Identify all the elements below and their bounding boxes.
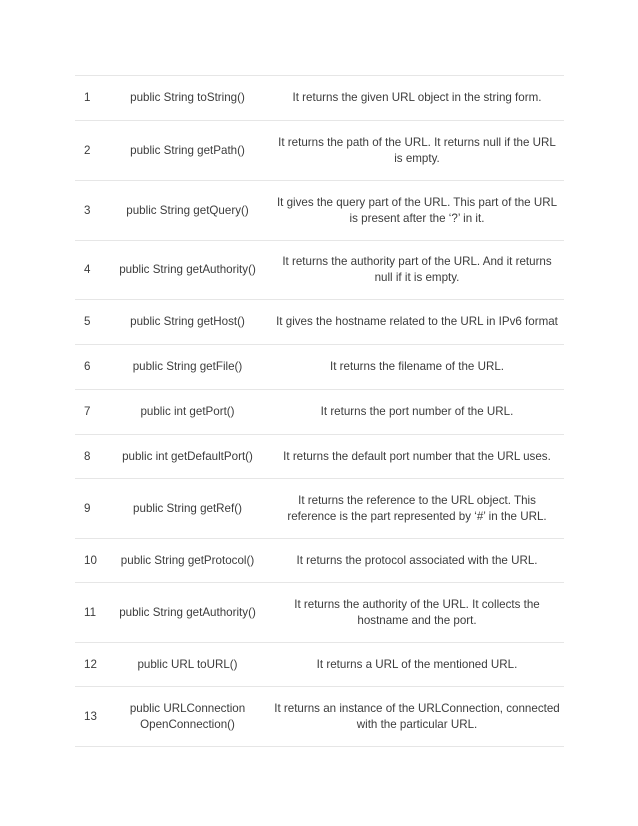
table-row: [75, 434, 564, 478]
method-description: It returns the reference to the URL object. This reference is the part represented by ‘#’ in the URL.: [287, 493, 547, 523]
url-methods-table: [75, 75, 564, 747]
row-number: 11: [84, 605, 97, 619]
row-number: 5: [84, 315, 91, 328]
row-number: 10: [84, 553, 97, 567]
row-number: 3: [84, 203, 91, 217]
method-description: It returns the given URL object in the string form.: [292, 91, 542, 104]
table-row: [75, 75, 564, 120]
method-signature: public String getProtocol(): [120, 553, 255, 567]
table-row: [75, 582, 564, 642]
row-number: 8: [84, 449, 91, 463]
method-description: It returns the default port number that the URL uses.: [283, 449, 551, 463]
method-description: It returns the authority part of the URL. And it returns null if it is empty.: [282, 255, 552, 284]
method-signature: public String getQuery(): [126, 203, 249, 217]
method-signature: public String getRef(): [133, 501, 242, 515]
method-description: It returns the filename of the URL.: [330, 360, 504, 373]
row-number: 1: [84, 91, 91, 104]
table-row: [75, 120, 564, 180]
method-description: It returns the protocol associated with the URL.: [296, 553, 538, 567]
table-row: [75, 299, 564, 344]
table-row: [75, 642, 564, 686]
table-row: [75, 389, 564, 434]
method-signature: public String getFile(): [132, 360, 243, 373]
method-signature: public String getAuthority(): [119, 605, 256, 619]
table-row: [75, 180, 564, 240]
method-signature: public int getPort(): [140, 405, 235, 418]
row-number: 4: [84, 263, 91, 276]
row-number: 13: [84, 709, 97, 723]
method-description: It returns an instance of the URLConnection, connected with the particular URL.: [274, 701, 560, 731]
method-description: It returns the path of the URL. It returns null if the URL is empty.: [278, 135, 556, 165]
table-row: [75, 344, 564, 389]
table-row: [75, 686, 564, 747]
row-number: 2: [84, 143, 91, 157]
method-description: It gives the hostname related to the URL in IPv6 format: [276, 315, 558, 328]
method-signature: public String getAuthority(): [119, 263, 256, 276]
row-number: 12: [84, 657, 97, 671]
method-signature: public int getDefaultPort(): [122, 449, 253, 463]
method-description: It gives the query part of the URL. This part of the URL is present after the ‘?’ in it.: [276, 195, 558, 225]
method-description: It returns a URL of the mentioned URL.: [316, 657, 518, 671]
table-row: [75, 478, 564, 538]
method-signature: public String getHost(): [130, 315, 245, 328]
method-description: It returns the port number of the URL.: [320, 405, 514, 418]
row-number: 9: [84, 501, 91, 515]
row-number: 7: [84, 405, 91, 418]
table-row: [75, 240, 564, 299]
method-signature: public String getPath(): [130, 143, 245, 157]
method-signature: public URLConnection OpenConnection(): [129, 701, 246, 731]
method-signature: public String toString(): [130, 91, 245, 104]
method-signature: public URL toURL(): [137, 657, 238, 671]
method-description: It returns the authority of the URL. It collects the hostname and the port.: [294, 597, 540, 627]
table-row: [75, 538, 564, 582]
row-number: 6: [84, 360, 91, 373]
